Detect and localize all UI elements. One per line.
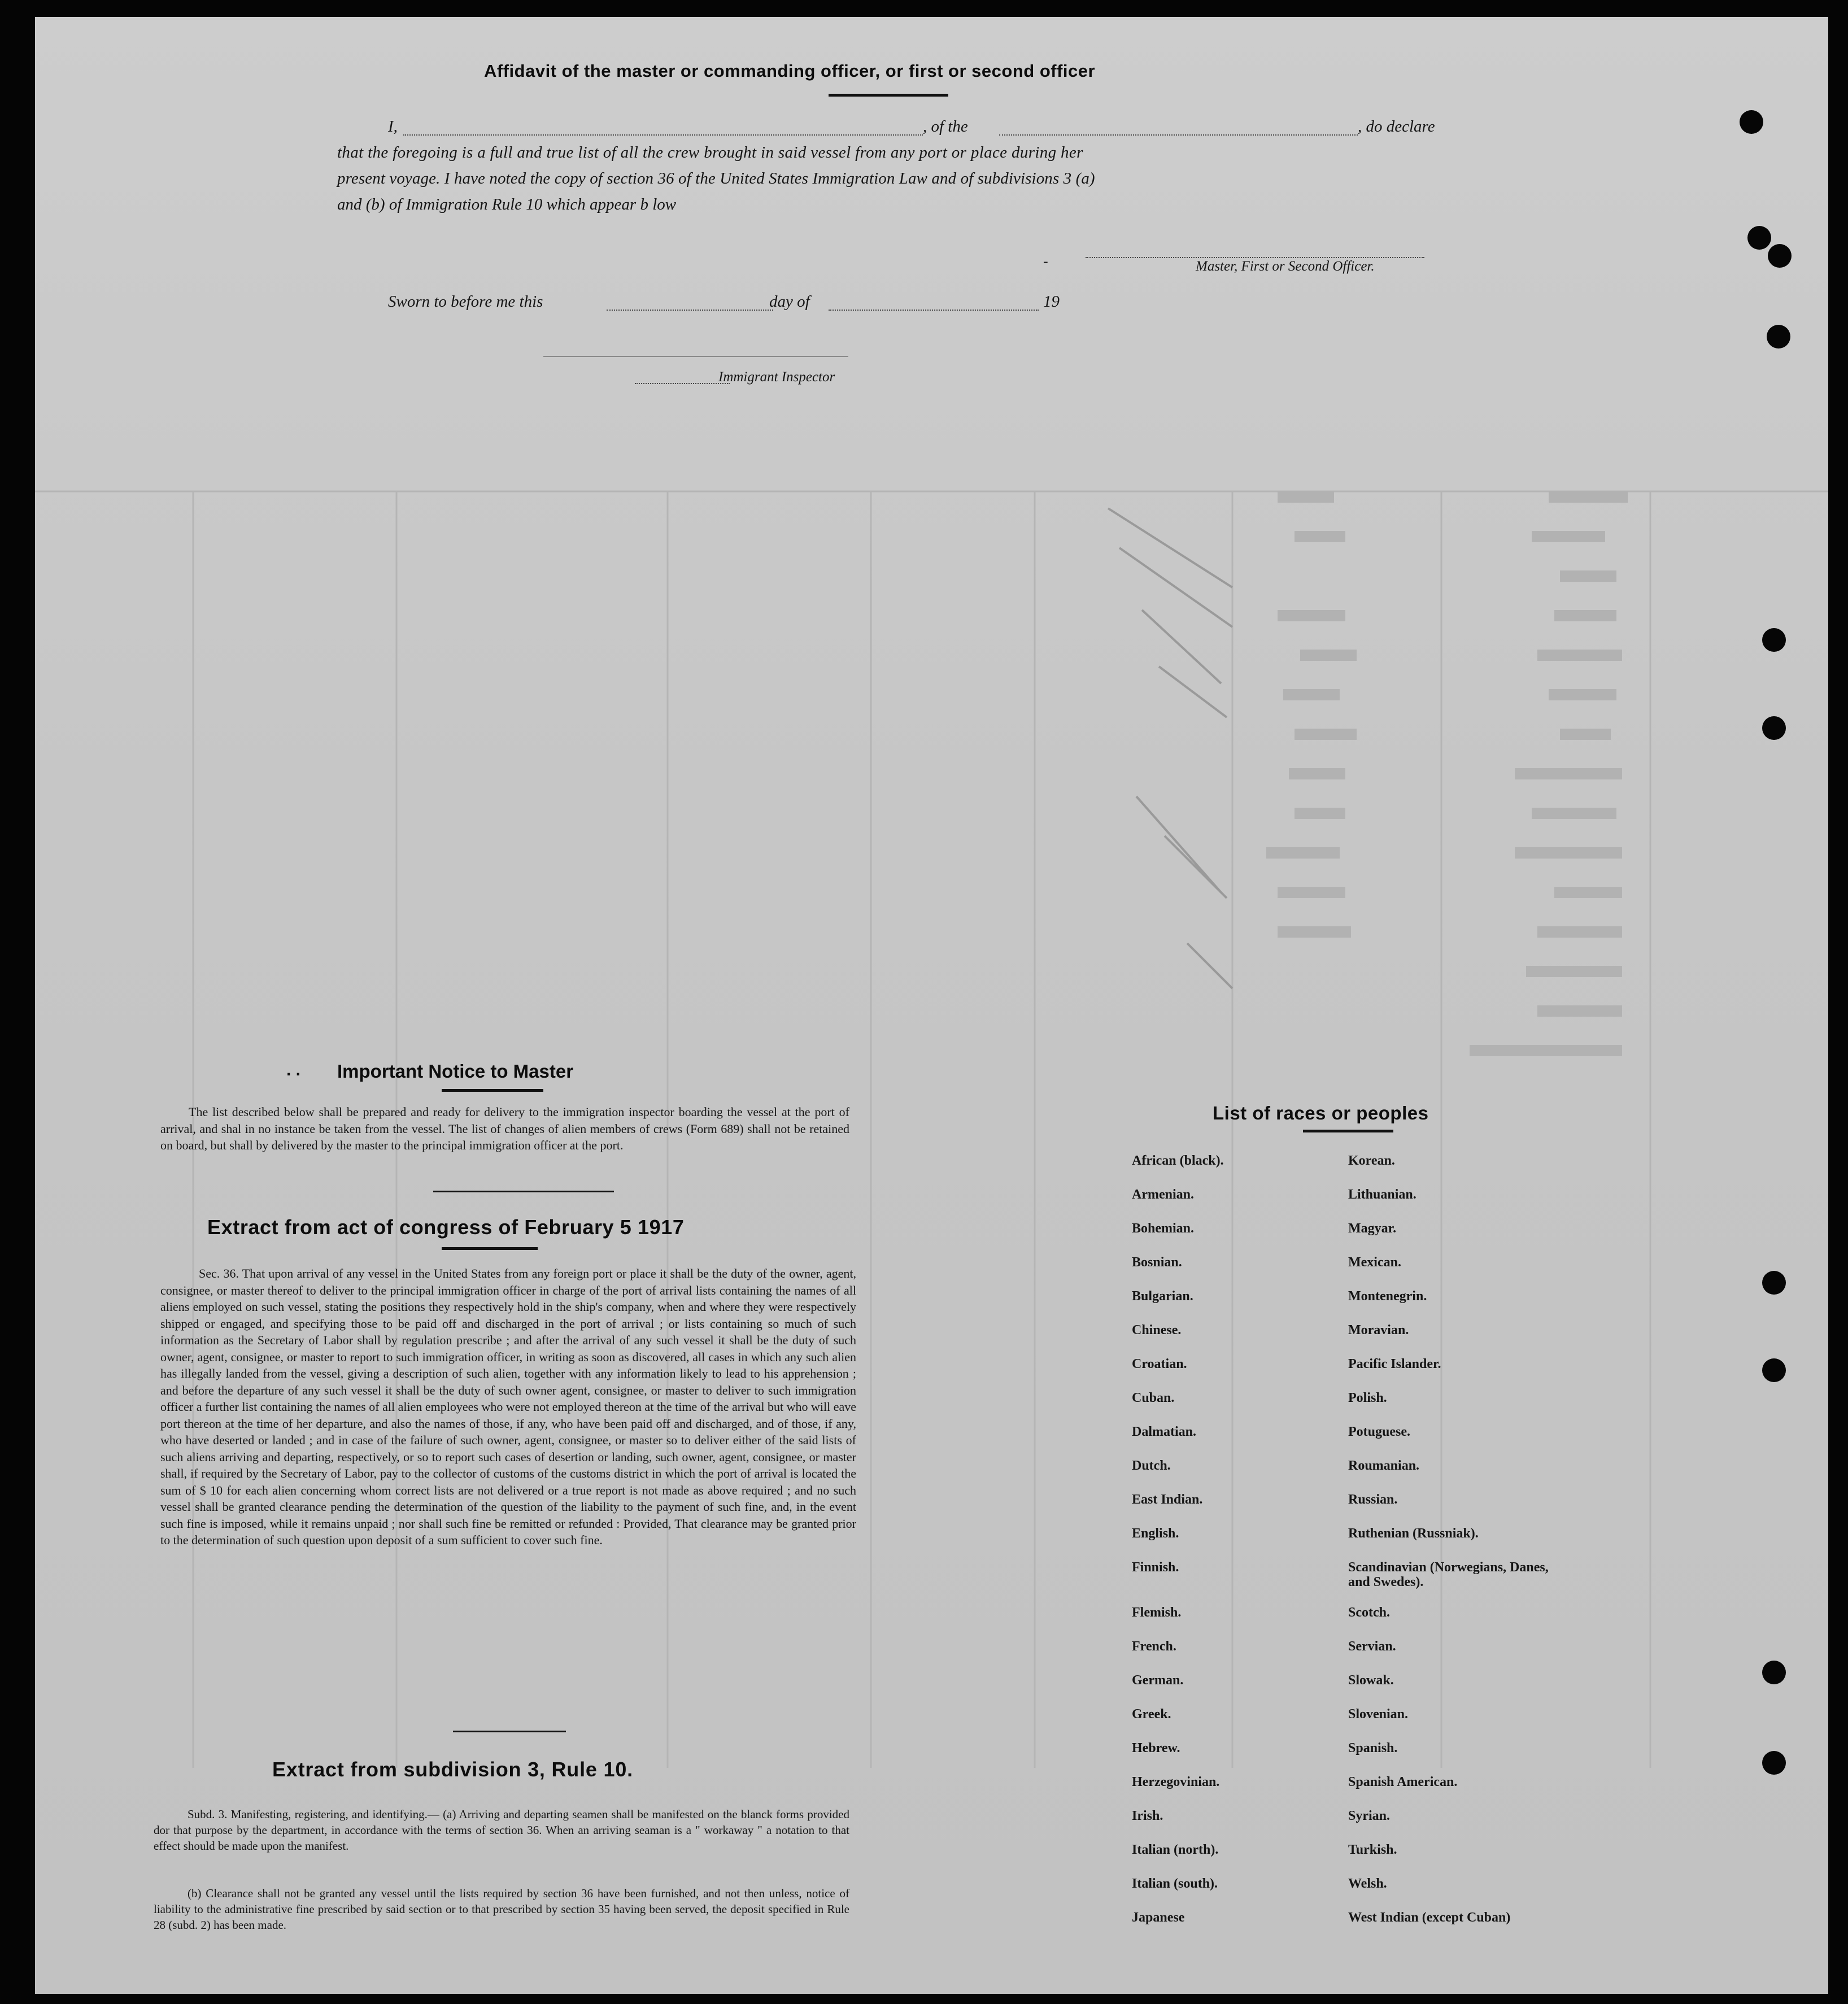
punch-hole-icon (1762, 628, 1786, 652)
race-item: Lithuanian. (1348, 1187, 1416, 1202)
notice-heading-rule (442, 1089, 543, 1092)
master-signature-blank[interactable] (1086, 257, 1424, 258)
race-item: Bosnian. (1132, 1255, 1182, 1270)
notice-heading: Important Notice to Master (337, 1061, 574, 1082)
day-of-label: day of (769, 293, 810, 311)
race-item: Finnish. (1132, 1560, 1179, 1575)
race-item: French. (1132, 1639, 1176, 1654)
race-item: African (black). (1132, 1153, 1224, 1168)
race-item: West Indian (except Cuban) (1348, 1910, 1511, 1925)
notice-leader: . . (286, 1061, 301, 1079)
affidavit-heading-rule (829, 94, 948, 97)
race-item: Slowak. (1348, 1673, 1394, 1688)
punch-hole-icon (1762, 1271, 1786, 1295)
punch-hole-icon (1740, 110, 1763, 134)
race-item: Turkish. (1348, 1842, 1397, 1857)
sworn-label: Sworn to before me this (388, 293, 543, 311)
act-body: Sec. 36. That upon arrival of any vessel in the United States from any foreign port or place it shall be the duty of the owner, agent, consignee, or master thereof to deliver to the principal immigration officer in charge of the port of arrival lists containing the names of all aliens employed on such vessel, stating the positions they respectively hold in the ship's company, when and where they were respectively shipped or engaged, and specifying those to be paid off and discharged in the port of arrival ; or lists containing so much of such information as the Secretary of Labor shall by regulation prescribe ; and after the arrival of any such vessel it shall be the duty of such owner, agent, consignee, or master to report to such immigration officer, in writing as soon as discovered, all cases in which any such alien has illegally landed from the vessel, giving a description of such alien, together with any information likely to lead to his apprehension ; and before the departure of any such vessel it shall be the duty of such owner agent, consignee, or master to deliver to such immigration officer a further list containing the names of all alien employees who were not employed thereon at the time of the arrival but who will eave port thereon at the time of her departure, and also the names of those, if any, who have been paid off and discharged, and of those, if any, who have deserted or landed ; and in case of the failure of such owner, agent, consignee, or master so to deliver either of the said lists of such aliens arriving and departing, respectively, or so to report such cases of desertion or landing, such owner, agent, consignee, or master shall, if required by the Secretary of Labor, pay to the collector of customs of the customs district in which the port of arrival is located the sum of $ 10 for each alien concerning whom correct lists are not delivered or a true report is not made as above required ; and no such vessel shall be granted clearance pending the determination of the question of the liability to the payment of such fine, and, in the event such fine is imposed, while it remains unpaid ; nor shall such fine be remitted or refunded : Provided, That clearance may be granted prior to the determination of such question upon deposit of a sum sufficient to cover such fine. (160, 1266, 856, 1547)
race-item: German. (1132, 1673, 1184, 1688)
race-item: Polish. (1348, 1391, 1387, 1405)
bleed-through-background (35, 17, 1828, 1994)
race-item: Roumanian. (1348, 1458, 1420, 1473)
race-item: Greek. (1132, 1707, 1171, 1722)
act-heading: Extract from act of congress of February 5 1917 (207, 1216, 685, 1239)
race-item: Italian (north). (1132, 1842, 1219, 1857)
race-item: Italian (south). (1132, 1876, 1218, 1891)
race-item: Bulgarian. (1132, 1289, 1193, 1304)
race-item: Korean. (1348, 1153, 1395, 1168)
punch-hole-icon (1762, 1751, 1786, 1775)
race-item: Russian. (1348, 1492, 1398, 1507)
master-caption: Master, First or Second Officer. (1196, 259, 1375, 274)
race-item: Cuban. (1132, 1391, 1175, 1405)
race-item: Moravian. (1348, 1323, 1409, 1338)
manifest-page (35, 17, 1828, 1994)
rule-heading: Extract from subdivision 3, Rule 10. (272, 1758, 633, 1781)
races-heading-rule (1303, 1130, 1393, 1132)
race-item: English. (1132, 1526, 1179, 1541)
inspector-caption: Immigrant Inspector (718, 369, 835, 385)
punch-hole-icon (1762, 1358, 1786, 1382)
race-item: East Indian. (1132, 1492, 1203, 1507)
race-item: Slovenian. (1348, 1707, 1409, 1722)
race-item: Magyar. (1348, 1221, 1397, 1236)
notice-body: The list described below shall be prepared and ready for delivery to the immigration inspector boarding the vessel at the port of arrival, and shal in no instance be taken from the vessel. The list of changes of alien members of crews (Form 689) shall not be retained on board, but shall by delivered by the master to the principal immigration officer at the port. (160, 1105, 849, 1152)
affidavit-line-3: present voyage. I have noted the copy of section 36 of the United States Immigration Law and of subdivisions 3 (a) (337, 169, 1095, 188)
punch-hole-icon (1747, 226, 1771, 250)
name-blank[interactable] (403, 134, 923, 136)
rule-para-a: Subd. 3. Manifesting, registering, and identifying.— (a) Arriving and departing seamen shall be manifested on the blanck forms provided dor that purpose by the department, in accordance with the terms of section 36. When an arriving seaman is a " workaway " a notation to that effect should be made upon the manifest. (154, 1807, 849, 1853)
race-item: Potuguese. (1348, 1424, 1410, 1439)
race-item: Armenian. (1132, 1187, 1194, 1202)
vessel-blank[interactable] (999, 134, 1358, 136)
race-item: Pacific Islander. (1348, 1357, 1441, 1371)
affidavit-line-2: that the foregoing is a full and true list of all the crew brought in said vessel from any port or place during her (337, 143, 1083, 162)
punch-hole-icon (1768, 244, 1792, 268)
race-item: Mexican. (1348, 1255, 1401, 1270)
act-heading-rule (442, 1247, 538, 1250)
race-item: Scotch. (1348, 1605, 1390, 1620)
year-label: 19 (1043, 293, 1060, 311)
inspector-short-blank (635, 383, 730, 384)
affidavit-dash: - (1043, 253, 1048, 269)
sworn-month-blank[interactable] (829, 310, 1039, 311)
race-item: Scandinavian (Norwegians, Danes, and Swedes). (1348, 1560, 1549, 1589)
race-item: Chinese. (1132, 1323, 1182, 1338)
race-item: Welsh. (1348, 1876, 1387, 1891)
races-heading: List of races or peoples (1213, 1103, 1429, 1123)
punch-hole-icon (1762, 1661, 1786, 1684)
race-item: Dutch. (1132, 1458, 1171, 1473)
race-item: Herzegovinian. (1132, 1775, 1220, 1789)
inspector-signature-blank[interactable] (543, 356, 848, 357)
race-item: Japanese (1132, 1910, 1185, 1925)
race-item: Bohemian. (1132, 1221, 1195, 1236)
race-item: Spanish American. (1348, 1775, 1458, 1789)
punch-hole-icon (1767, 325, 1790, 348)
race-item: Syrian. (1348, 1809, 1391, 1823)
race-item: Hebrew. (1132, 1741, 1180, 1755)
race-item: Spanish. (1348, 1741, 1398, 1755)
affidavit-heading: Affidavit of the master or commanding officer, or first or second officer (484, 61, 1096, 81)
rule-para-b: (b) Clearance shall not be granted any vessel until the lists required by section 36 have been furnished, and not then unless, notice of liability to the administrative fine prescribed by said section or to that prescribed by section 35 having been served, the deposit specified in Rule 28 (subd. 2) has been made. (154, 1887, 849, 1932)
notice-separator (433, 1191, 614, 1192)
affidavit-do-declare: , do declare (1358, 117, 1435, 136)
affidavit-i: I, (388, 117, 398, 136)
affidavit-of-the: , of the (923, 117, 968, 136)
race-item: Servian. (1348, 1639, 1396, 1654)
punch-hole-icon (1762, 716, 1786, 740)
race-item: Flemish. (1132, 1605, 1182, 1620)
race-item: Montenegrin. (1348, 1289, 1427, 1304)
race-item: Ruthenian (Russniak). (1348, 1526, 1479, 1541)
sworn-day-blank[interactable] (607, 310, 773, 311)
race-item: Croatian. (1132, 1357, 1187, 1371)
affidavit-line-4: and (b) of Immigration Rule 10 which appear b low (337, 195, 677, 214)
race-item: Irish. (1132, 1809, 1163, 1823)
race-item: Dalmatian. (1132, 1424, 1196, 1439)
act-separator (453, 1731, 566, 1732)
